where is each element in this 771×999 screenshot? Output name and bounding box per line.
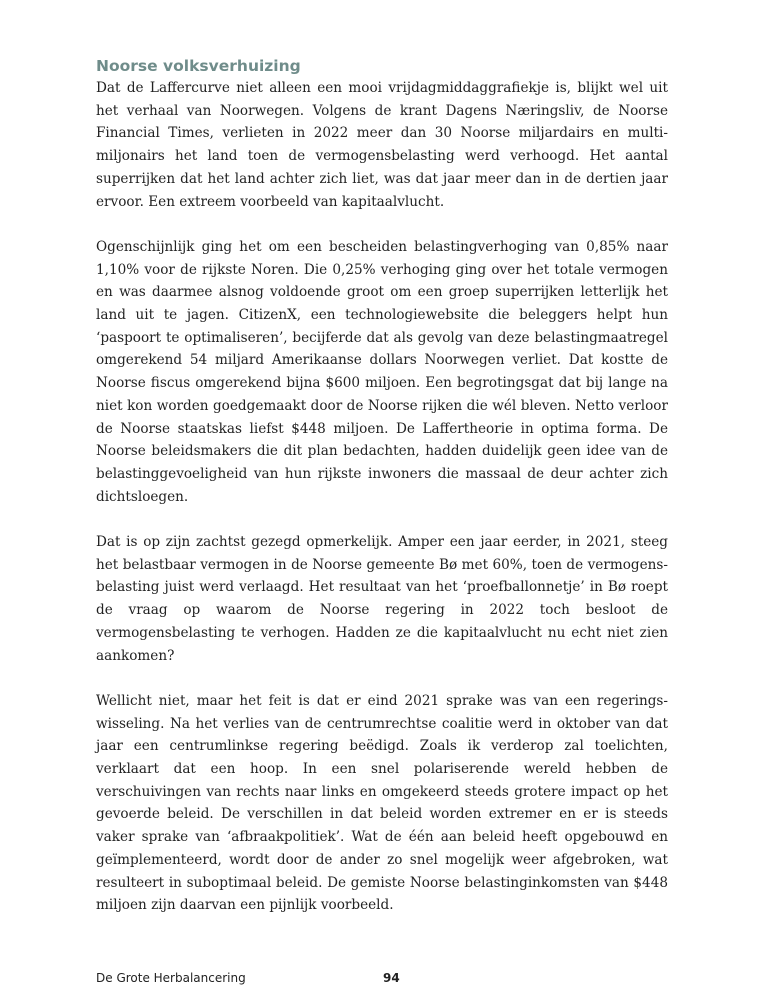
footer-book-title: De Grote Herbalancering [96, 971, 246, 985]
paragraph-2: Ogenschijnlijk ging het om een bescheiden belastingverhoging van 0,85% naar 1,10% voor de rijkste Noren. Die 0,25% verhoging ging over het totale vermogen en was daarmee alsnog voldoende groot om een groep superrijken letterlijk het land uit te jagen. CitizenX, een technologiewebsite die beleggers helpt hun ‘paspoort te optimaliseren’, becijferde dat als gevolg van deze belastingmaatregel omgerekend 54 miljard Amerikaanse dollars Noorwegen verliet. Dat kostte de Noorse fiscus omgerekend bijna $600 miljoen. Een begrotingsgat dat bij lange na niet kon worden goedgemaakt door de Noorse rijken die wél bleven. Netto verloor de Noorse staatskas liefst $448 miljoen. De Laffertheorie in optima forma. De Noorse beleidsmakers die dit plan bedachten, hadden duidelijk geen idee van de belastinggevoeligheid van hun rijkste inwoners die massaal de deur achter zich dichtsloegen. [96, 238, 668, 505]
page-body [96, 56, 668, 940]
paragraph-1: Dat de Laffercurve niet alleen een mooi vrijdagmiddaggrafiekje is, blijkt wel uit het verhaal van Noorwegen. Volgens de krant Dagens Næringsliv, de Noorse Financial Times, verlieten in 2022 meer dan 30 Noorse miljardairs en multi-miljonairs het land toen de vermogensbelasting werd verhoogd. Het aantal superrijken dat het land achter zich liet, was dat jaar meer dan in de dertien jaar ervoor. Een extreem voorbeeld van kapitaalvlucht. [96, 80, 668, 210]
paragraph-3: Dat is op zijn zachtst gezegd opmerkelijk. Amper een jaar eerder, in 2021, steeg het belastbaar vermogen in de Noorse gemeente Bø met 60%, toen de vermogens-belasting juist werd verlaagd. Het resultaat van het ‘proefballonnetje’ in Bø roept de vraag op waarom de Noorse regering in 2022 toch besloot de vermogensbelasting te verhogen. Hadden ze die kapitaalvlucht nu echt niet zien aankomen? [96, 534, 668, 664]
section-heading: Noorse volksverhuizing [96, 57, 301, 75]
page-number: 94 [383, 971, 400, 985]
paragraph-4: Wellicht niet, maar het feit is dat er eind 2021 sprake was van een regerings-wisseling. Na het verlies van de centrumrechtse coalitie werd in oktober van dat jaar een centrumlinkse regering beëdigd. Zoals ik verderop zal toelichten, verklaart dat een hoop. In een snel polariserende wereld hebben de verschuivingen van rechts naar links en omgekeerd steeds grotere impact op het gevoerde beleid. De verschillen in dat beleid worden extremer en er is steeds vaker sprake van ‘afbraakpolitiek’. Wat de één aan beleid heeft opgebouwd en geïmplementeerd, wordt door de ander zo snel mogelijk weer afgebroken, wat resulteert in suboptimaal beleid. De gemiste Noorse belastinginkomsten van $448 miljoen zijn daarvan een pijnlijk voorbeeld. [96, 692, 668, 914]
page-footer [96, 971, 668, 989]
